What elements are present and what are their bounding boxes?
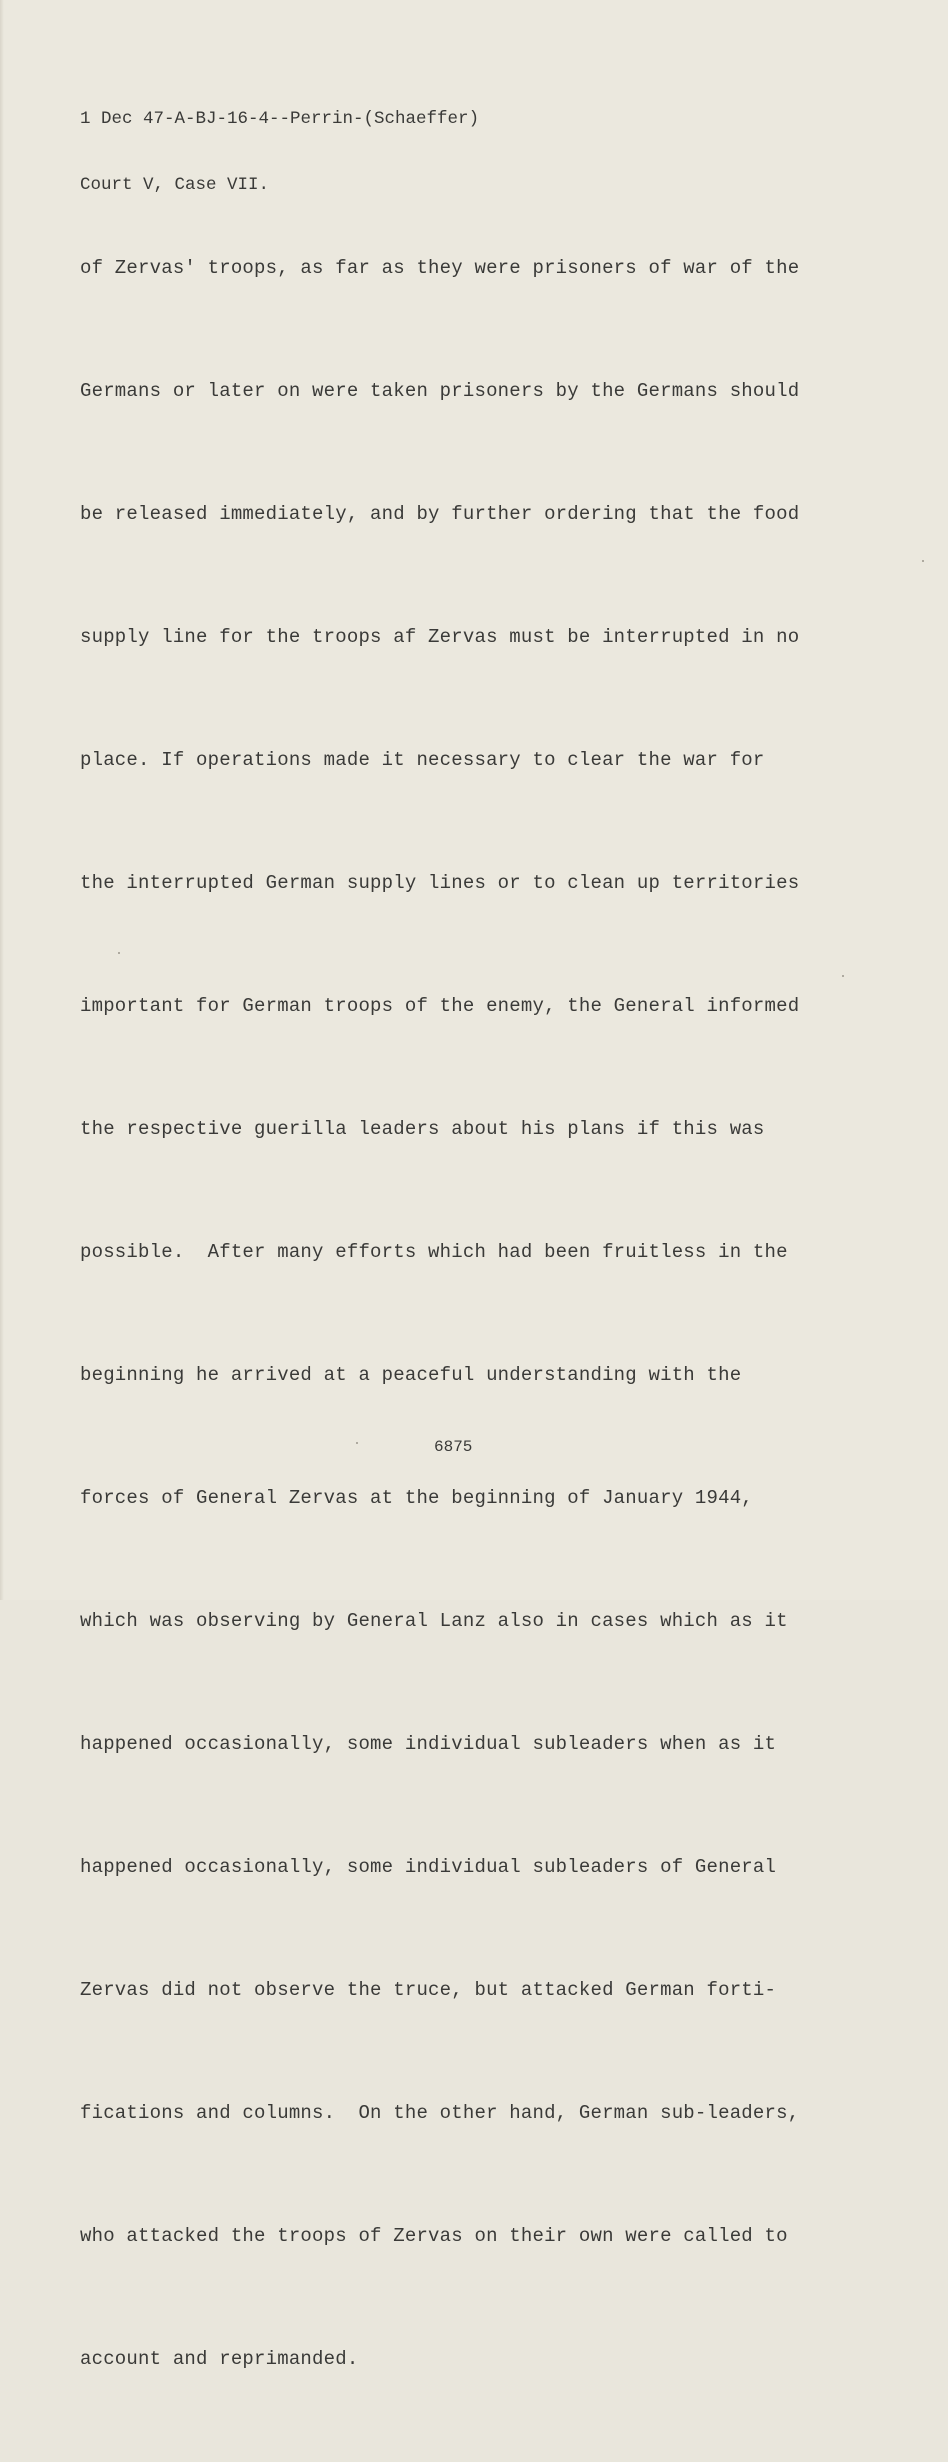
body-line: possible. After many efforts which had been fruitless in the <box>80 1241 788 1263</box>
body-line: of Zervas' troops, as far as they were prisoners of war of the <box>80 257 800 279</box>
body-line: happened occasionally, some individual subleaders of General <box>80 1856 777 1878</box>
body-line: the respective guerilla leaders about his plans if this was <box>80 1118 765 1140</box>
paper-speck <box>922 560 924 562</box>
body-line: who attacked the troops of Zervas on their own were called to <box>80 2225 788 2247</box>
body-line: beginning he arrived at a peaceful understanding with the <box>80 1364 742 1386</box>
body-line: the interrupted German supply lines or to clean up territories <box>80 872 800 894</box>
paper-speck <box>118 952 120 954</box>
body-line: fications and columns. On the other hand, German sub-leaders, <box>80 2102 800 2124</box>
body-line: Zervas did not observe the truce, but attacked German forti- <box>80 1979 777 2001</box>
body-line: which was observing by General Lanz also in cases which as it <box>80 1610 788 1632</box>
header-reference-line: 1 Dec 47-A-BJ-16-4--Perrin-(Schaeffer) <box>80 109 480 129</box>
body-line: account and reprimanded. <box>80 2348 359 2370</box>
document-body <box>80 166 799 2462</box>
body-line: happened occasionally, some individual subleaders when as it <box>80 1733 777 1755</box>
body-line: place. If operations made it necessary to clear the war for <box>80 749 765 771</box>
paper-speck <box>356 1442 358 1444</box>
body-line: Germans or later on were taken prisoners by the Germans should <box>80 380 800 402</box>
header-court-line: Court V, Case VII. <box>80 175 270 195</box>
body-line: forces of General Zervas at the beginning of January 1944, <box>80 1487 753 1509</box>
page-edge-shadow <box>0 0 4 1600</box>
paper-speck <box>842 975 844 977</box>
body-line: supply line for the troops af Zervas must be interrupted in no <box>80 626 800 648</box>
body-line: important for German troops of the enemy, the General informed <box>80 995 800 1017</box>
page-number: 6875 <box>434 1438 473 1456</box>
body-line: be released immediately, and by further ordering that the food <box>80 503 800 525</box>
